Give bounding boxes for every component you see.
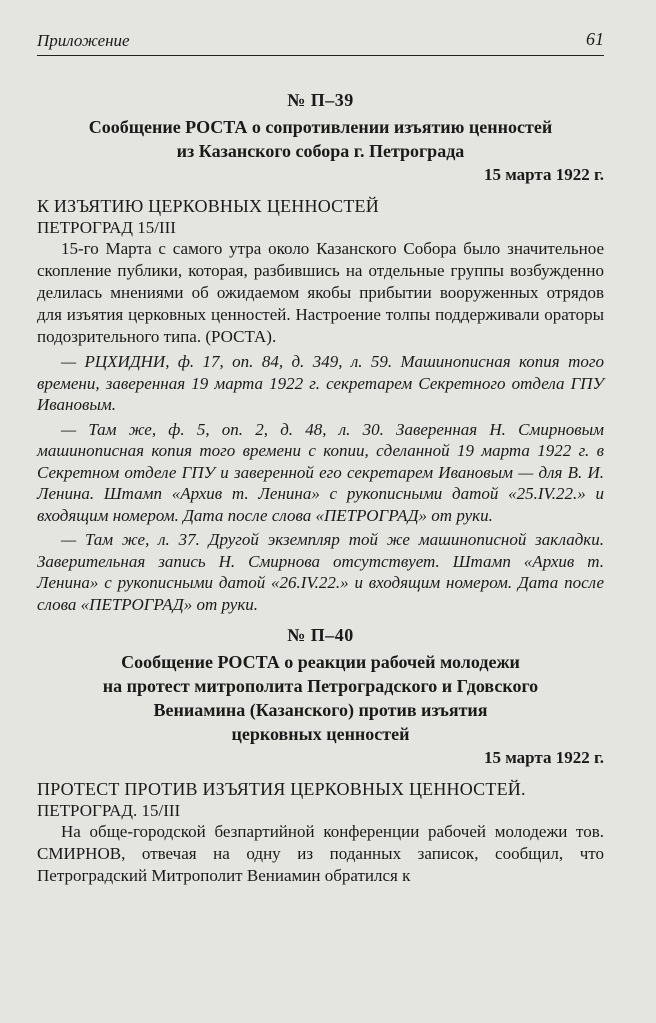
doc2-title-line2: на протест митрополита Петроградского и Гдовского	[102, 676, 539, 696]
doc2-headline: ПРОТЕСТ ПРОТИВ ИЗЪЯТИЯ ЦЕРКОВНЫХ ЦЕННОСТЕЙ.	[37, 779, 526, 799]
doc1-dateline: ПЕТРОГРАД 15/III	[37, 218, 176, 237]
doc1-source-note-1: — РЦХИДНИ, ф. 17, оп. 84, д. 349, л. 59. Машинописная копия того времени, заверенная 19 марта 1922 г. секретарем Секретного отдела ГПУ Ивановым.	[37, 352, 604, 414]
section-title: Приложение	[37, 31, 130, 50]
doc2-dateline: ПЕТРОГРАД. 15/III	[37, 801, 181, 820]
doc1-number: № П–39	[287, 90, 354, 110]
doc2-number: № П–40	[287, 625, 354, 645]
doc1-title-line1: Сообщение РОСТА о сопротивлении изъятию ценностей	[88, 117, 553, 137]
running-head	[37, 29, 604, 56]
doc2-date: 15 марта 1922 г.	[483, 748, 604, 767]
doc1-source-note-3: — Там же, л. 37. Другой экземпляр той же машинописной закладки. Заверительная запись Н. Смирнова отсутствует. Штамп «Архив т. Ленина» с рукописными датой «26.IV.22.» и входящим номером. Дата после слова «ПЕТРОГРАД» от руки.	[37, 530, 604, 614]
doc1-date: 15 марта 1922 г.	[483, 165, 604, 184]
doc1-headline: К ИЗЪЯТИЮ ЦЕРКОВНЫХ ЦЕННОСТЕЙ	[37, 196, 379, 216]
doc2-title-line3: Вениамина (Казанского) против изъятия	[153, 700, 488, 720]
doc2-body: На обще-городской безпартийной конференции рабочей молодежи тов. СМИРНОВ, отвечая на одну из поданных записок, сообщил, что Петроградский Митрополит Вениамин обратился к	[37, 822, 604, 885]
section-gap	[37, 615, 604, 625]
page-number: 61	[586, 29, 604, 49]
doc2-title-line4: церковных ценностей	[231, 724, 410, 744]
doc1-source-note-2: — Там же, ф. 5, оп. 2, д. 48, л. 30. Заверенная Н. Смирновым машинописная копия того времени с копии, сделанной 19 марта 1922 г. в Секретном отделе ГПУ и заверенной его секретарем Ивановым — для В. И. Ленина. Штамп «Архив т. Ленина» с рукописными датой «25.IV.22.» и входящим номером. Дата после слова «ПЕТРОГРАД» от руки.	[37, 419, 604, 525]
doc2-title-line1: Сообщение РОСТА о реакции рабочей молодежи	[121, 652, 520, 672]
page-content	[37, 90, 604, 887]
doc1-body: 15-го Марта с самого утра около Казанского Собора было значительное скопление публики, которая, разбившись на отдельные группы возбужденно делилась мнениями об ожидаемом якобы прибытии вооруженных отрядов для изъятия церковных ценностей. Настроение толпы поддерживали ораторы подозрительного типа. (РОСТА).	[37, 239, 604, 346]
doc1-title-line2: из Казанского собора г. Петрограда	[176, 141, 465, 161]
